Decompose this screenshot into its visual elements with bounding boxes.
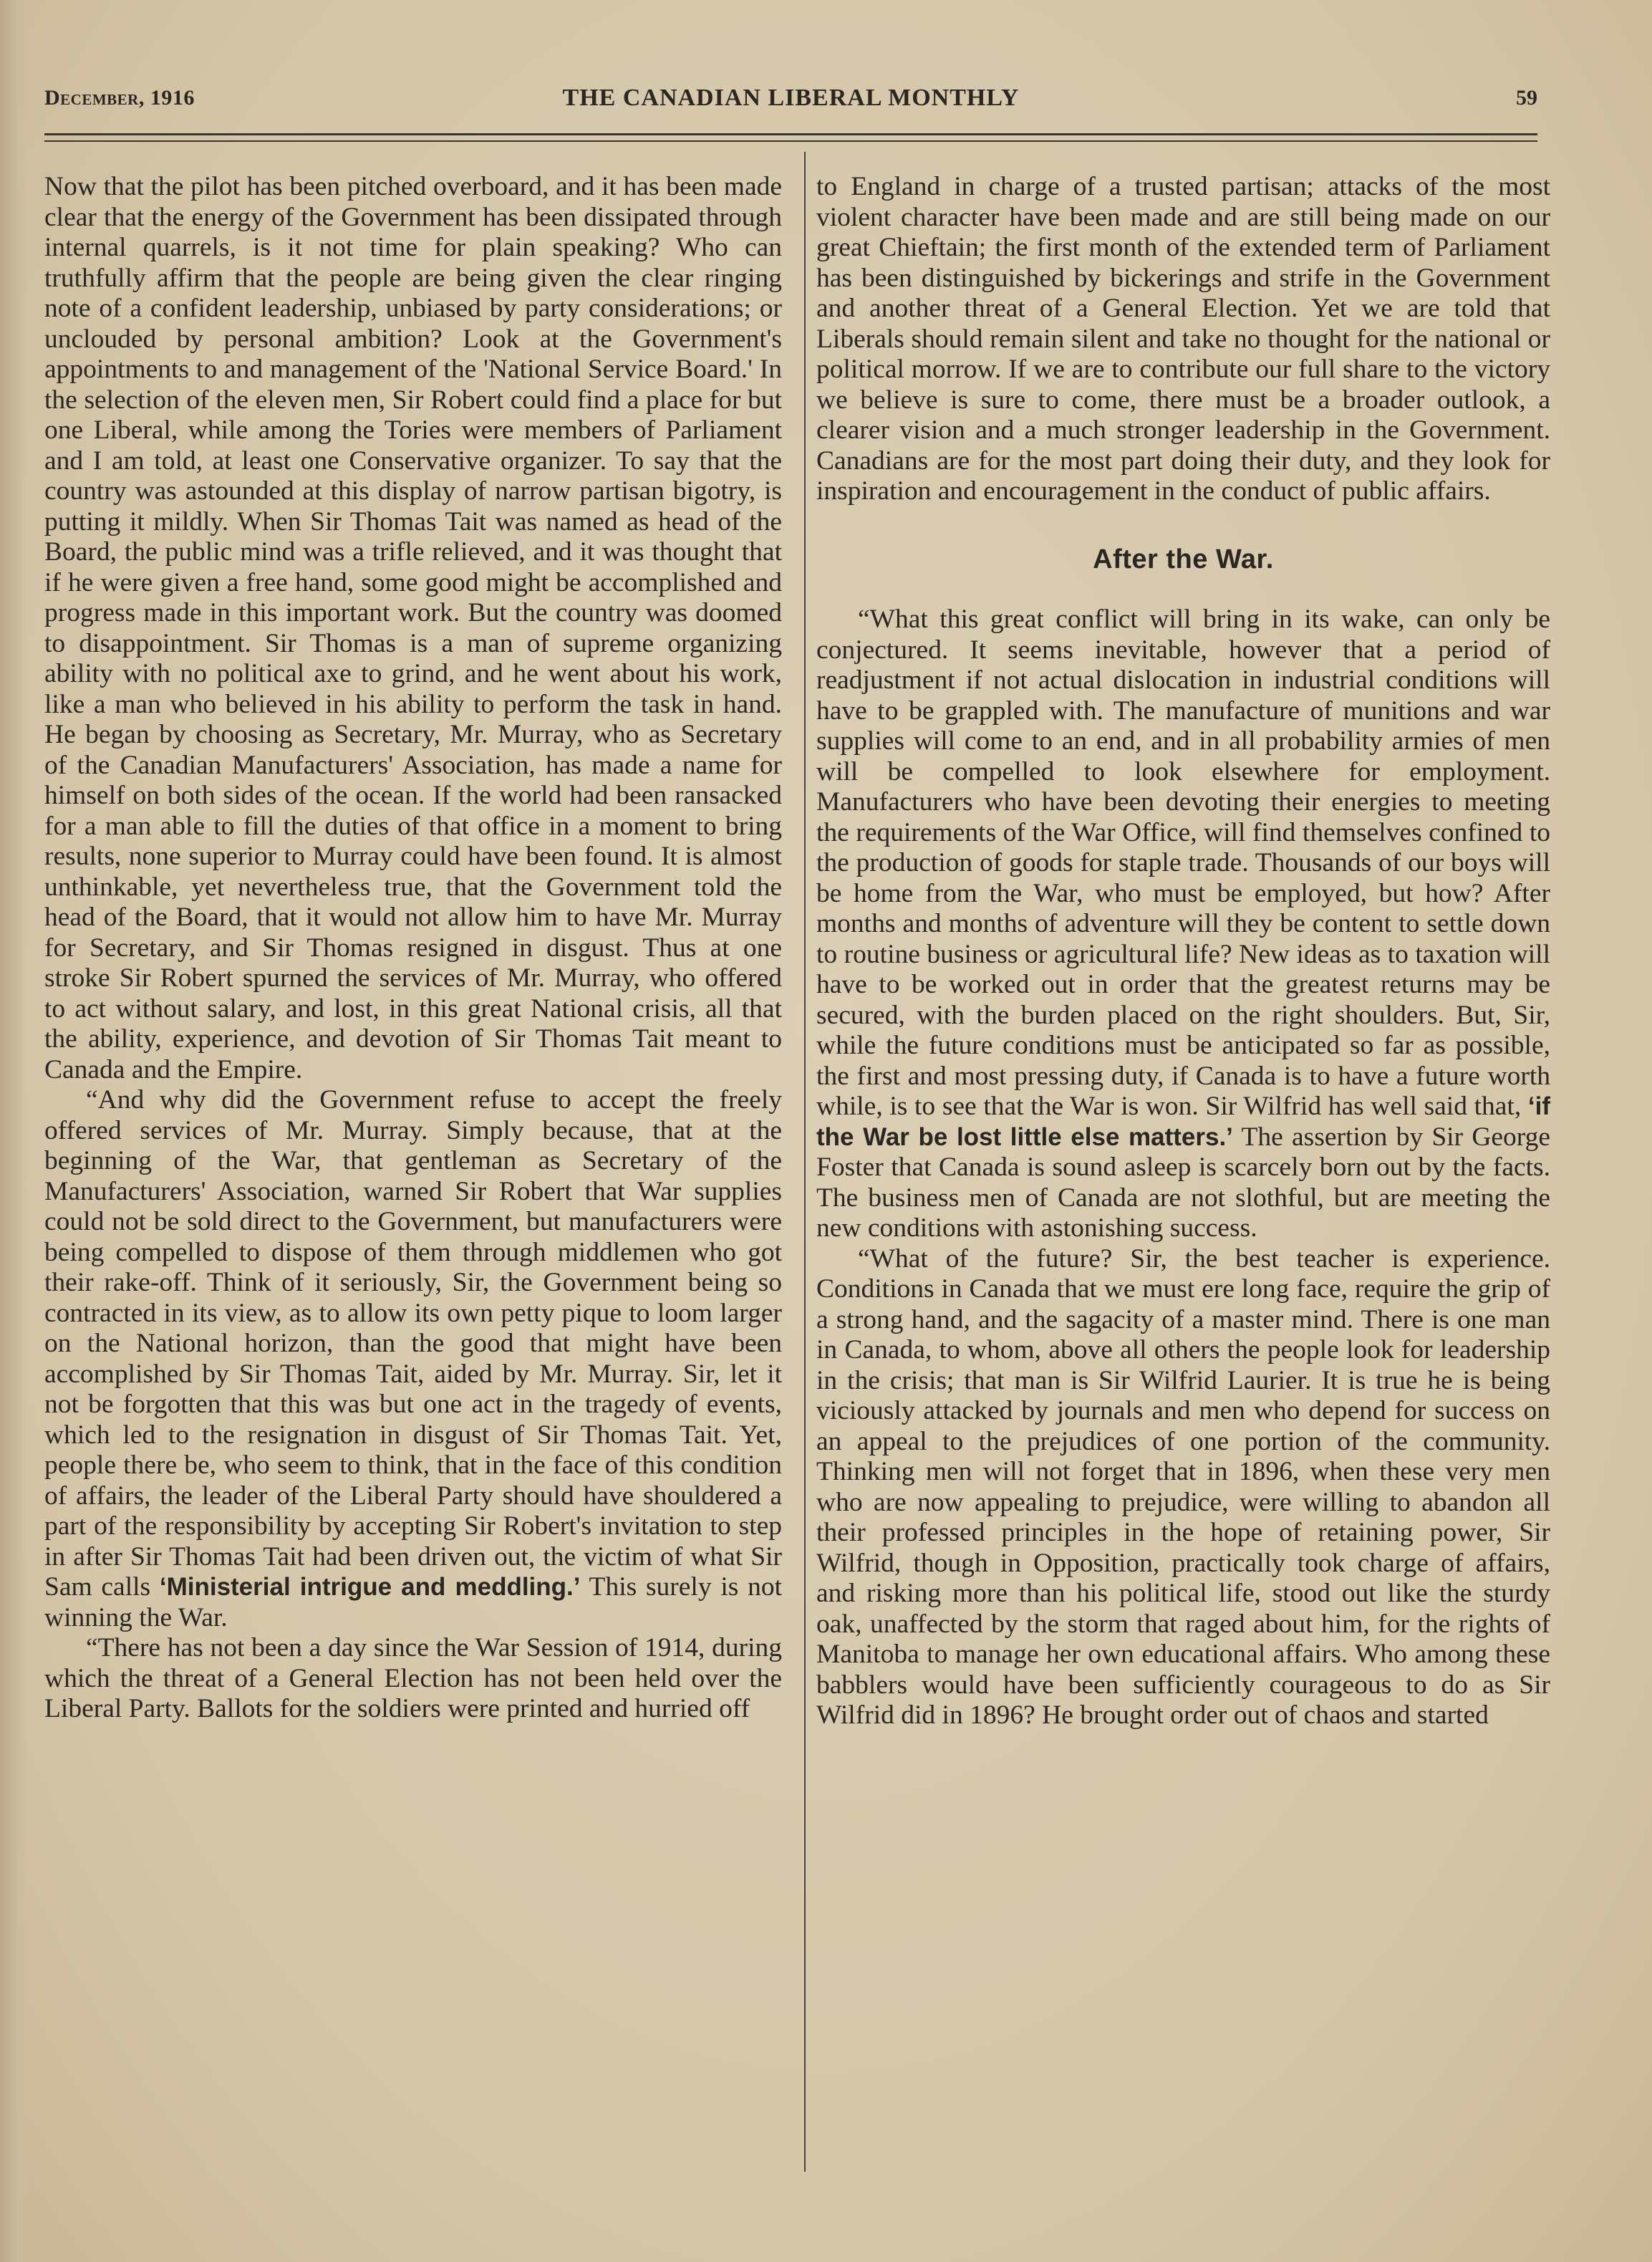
section-heading: After the War. (1093, 544, 1274, 574)
paragraph-text: The assertion by Sir George Foster that Canada is sound asleep is scarcely born out by the facts. The business men of Canada are not slothful, but are meeting the new conditions with astonishing success. (816, 1122, 1551, 1243)
header-rule-thin (44, 140, 1537, 142)
left-column (44, 172, 782, 1725)
paragraph: “There has not been a day since the War Session of 1914, during which the threat of a General Election has not been held over the Liberal Party. Ballots for the soldiers were printed and hurried off (44, 1633, 782, 1723)
paragraph-text: “And why did the Government refuse to accept the freely offered services of Mr. Murray. Simply because, that at the beginning of the War, that gentleman as Secretary of the Manufacturers' Association, warned Sir Robert that War supplies could not be sold direct to the Government, but manufacturers were being compelled to dispose of them through middlemen who got their rake-off. Think of it seriously, Sir, the Government being so contracted in its view, as to allow its own petty pique to loom larger on the National horizon, than the good that might have been accomplished by Sir Thomas Tait, aided by Mr. Murray. Sir, let it not be forgotten that this was but one act in the tragedy of events, which led to the resignation in disgust of Sir Thomas Tait. Yet, people there be, who seem to think, that in the face of this condition of affairs, the leader of the Liberal Party should have shouldered a part of the responsibility by accepting Sir Robert's invitation to step in after Sir Thomas Tait had been driven out, the victim of what Sir Sam calls (44, 1085, 782, 1602)
column-divider (804, 152, 806, 2172)
paragraph: “What of the future? Sir, the best teacher is experience. Conditions in Canada that we must ere long face, require the grip of a strong hand, and the sagacity of a master mind. There is one man in Canada, to whom, above all others the people look for leadership in the crisis; that man is Sir Wilfrid Laurier. It is true he is being viciously attacked by journals and men who depend for success on an appeal to the prejudices of one portion of the community. Thinking men will not forget that in 1896, when these very men who are now appealing to prejudice, were willing to abandon all their professed principles in the hope of retaining power, Sir Wilfrid, though in Opposition, practically took charge of affairs, and risking more than his political life, stood out like the sturdy oak, unaffected by the storm that raged about him, for the rights of Manitoba to manage her own educational affairs. Who among these babblers would have been sufficiently courageous to do as Sir Wilfrid did in 1896? He brought order out of chaos and started (816, 1243, 1550, 1730)
page-edge-shadow (0, 0, 29, 2262)
header-rule-thick (44, 133, 1537, 135)
right-column (816, 172, 1550, 1731)
bold-quote: ‘Ministerial intrigue and meddling.’ (159, 1573, 581, 1601)
header-title: THE CANADIAN LIBERAL MONTHLY (562, 85, 1020, 111)
running-header (44, 79, 1537, 122)
header-date: December, 1916 (44, 86, 195, 110)
bold-quote: ‘if the War be lost little else matters.’ (816, 1092, 1550, 1151)
paragraph (816, 605, 1550, 1244)
page-number: 59 (1516, 86, 1537, 110)
paragraph-text: “What this great conflict will bring in its wake, can only be conjectured. It seems inevitable, however that a period of readjustment if not actual dislocation in industrial conditions will have to be grappled with. The manufacture of munitions and war supplies will come to an end, and in all probability armies of men will be compelled to look elsewhere for employment. Manufacturers who have been devoting their energies to meeting the requirements of the War Office, will find themselves confined to the production of goods for staple trade. Thousands of our boys will be home from the War, who must be employed, but how? After months and months of adventure will they be content to settle down to routine business or agricultural life? New ideas as to taxation will have to be worked out in order that the greatest returns may be secured, with the burden placed on the right shoulders. But, Sir, while the future conditions must be anticipated so far as possible, the first and most pressing duty, if Canada is to have a future worth while, is to see that the War is won. Sir Wilfrid has well said that, (816, 605, 1550, 1121)
paragraph-text: This surely is not winning the War. (44, 1572, 782, 1632)
paragraph: Now that the pilot has been pitched overboard, and it has been made clear that the energy of the Government has been dissipated through internal quarrels, is it not time for plain speaking? Who can truthfully affirm that the people are being given the clear ringing note of a confident leadership, unbiased by party considerations; or unclouded by personal ambition? Look at the Government's appointments to and management of the 'National Service Board.' In the selection of the eleven men, Sir Robert could find a place for but one Liberal, while among the Tories were members of Parliament and I am told, at least one Conservative organizer. To say that the country was astounded at this display of narrow partisan bigotry, is putting it mildly. When Sir Thomas Tait was named as head of the Board, the public mind was a trifle relieved, and it was thought that if he were given a free hand, some good might be accomplished and progress made in this important work. But the country was doomed to disappointment. Sir Thomas is a man of supreme organizing ability with no political axe to grind, and he went about his work, like a man who believed in his ability to perform the task in hand. He began by choosing as Secretary, Mr. Murray, who as Secretary of the Canadian Manufacturers' Association, has made a name for himself on both sides of the ocean. If the world had been ransacked for a man able to fill the duties of that office in a moment to bring results, none superior to Murray could have been found. It is almost unthinkable, yet nevertheless true, that the Government told the head of the Board, that it would not allow him to have Mr. Murray for Secretary, and Sir Thomas resigned in disgust. Thus at one stroke Sir Robert spurned the services of Mr. Murray, who offered to act without salary, and lost, in this great National crisis, all that the ability, experience, and devotion of Sir Thomas Tait meant to Canada and the Empire. (44, 172, 782, 1084)
paragraph (44, 1085, 782, 1633)
paragraph: to England in charge of a trusted partisan; attacks of the most violent character have been made and are still being made on our great Chieftain; the first month of the extended term of Parliament has been distinguished by bickerings and strife in the Government and another threat of a General Election. Yet we are told that Liberals should remain silent and take no thought for the national or political morrow. If we are to contribute our full share to the victory we believe is sure to come, there must be a broader outlook, a clearer vision and a much stronger leadership in the Government. Canadians are for the most part doing their duty, and they look for inspiration and encouragement in the conduct of public affairs. (816, 172, 1550, 506)
